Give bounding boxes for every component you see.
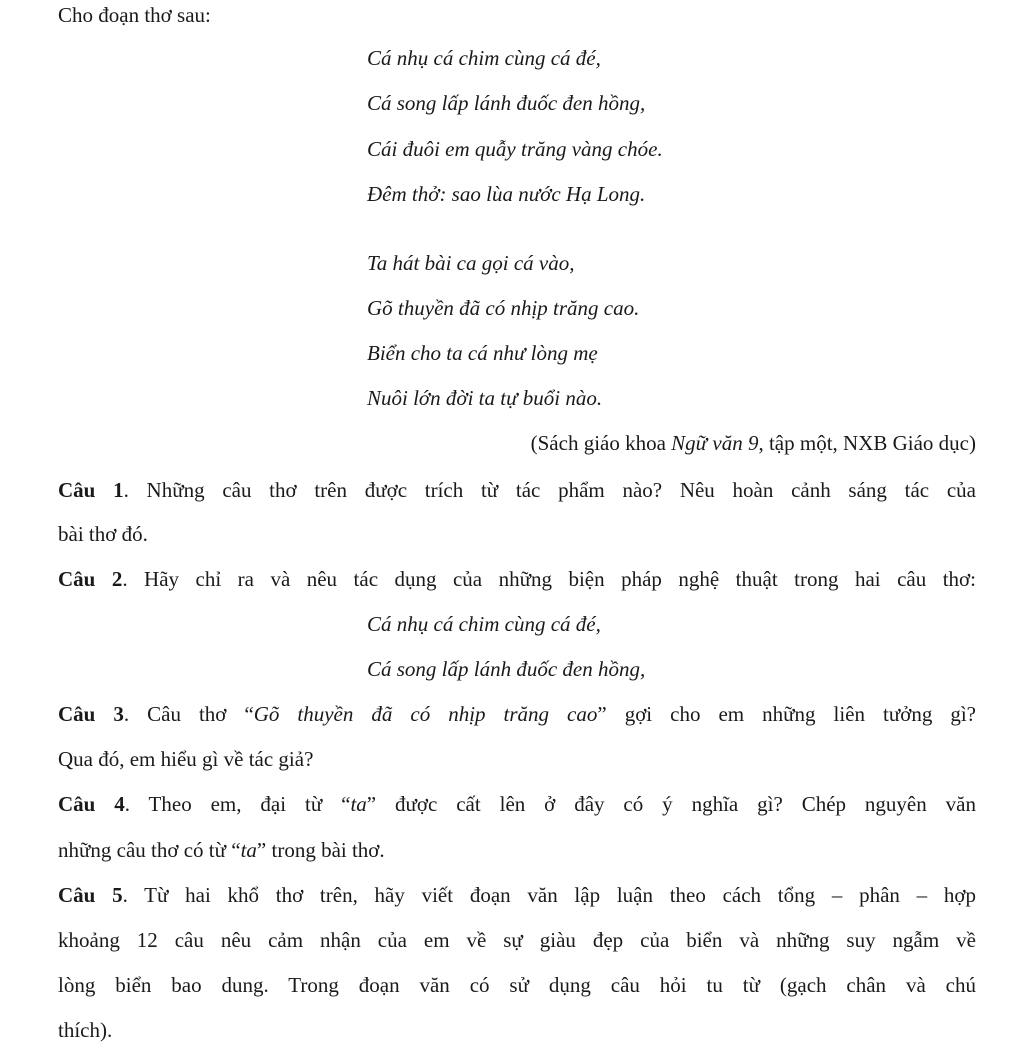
question-label: Câu 2 <box>58 567 123 591</box>
question-word: ta <box>350 792 367 816</box>
question-text: ” trong bài thơ. <box>256 838 385 862</box>
question-label: Câu 3 <box>58 702 124 726</box>
poem-line: Ta hát bài ca gọi cá vào, <box>367 251 575 275</box>
question-text: . Theo em, đại từ “ <box>124 792 351 816</box>
quoted-poem-line: Cá song lấp lánh đuốc đen hồng, <box>367 657 646 681</box>
source-book-title: Ngữ văn 9 <box>671 431 759 455</box>
intro-text: Cho đoạn thơ sau: <box>58 3 211 27</box>
question-text: lòng biển bao dung. Trong đoạn văn có sử dụng câu hỏi tu từ (gạch chân và chú <box>58 973 976 997</box>
question-word: ta <box>240 838 257 862</box>
question-2 <box>58 569 976 590</box>
poem-line: Cái đuôi em quẫy trăng vàng chóe. <box>367 137 663 161</box>
source-prefix: (Sách giáo khoa <box>530 431 672 455</box>
poem-line: Biển cho ta cá như lòng mẹ <box>367 341 598 365</box>
question-1 <box>58 480 976 501</box>
question-label: Câu 4 <box>58 792 125 816</box>
poem-line: Gõ thuyền đã có nhịp trăng cao. <box>367 296 640 320</box>
question-3 <box>58 704 976 725</box>
question-label: Câu 1 <box>58 478 124 502</box>
source-citation <box>531 433 976 454</box>
quoted-poem-line: Cá nhụ cá chim cùng cá đé, <box>367 612 601 636</box>
question-text: khoảng 12 câu nêu cảm nhận của em về sự giàu đẹp của biển và những suy ngẫm về <box>58 928 976 952</box>
question-text: . Những câu thơ trên được trích từ tác phẩm nào? Nêu hoàn cảnh sáng tác của <box>123 478 976 502</box>
question-5 <box>58 885 976 906</box>
question-text: những câu thơ có từ “ <box>58 838 241 862</box>
question-text: . Câu thơ “ <box>123 702 254 726</box>
question-text: Qua đó, em hiểu gì về tác giả? <box>58 747 314 771</box>
question-text: ” được cất lên ở đây có ý nghĩa gì? Chép nguyên văn <box>366 792 976 816</box>
poem-line: Nuôi lớn đời ta tự buổi nào. <box>367 386 603 410</box>
question-text: thích). <box>58 1018 113 1042</box>
source-suffix: , tập một, NXB Giáo dục) <box>758 431 976 455</box>
question-label: Câu 5 <box>58 883 123 907</box>
poem-line: Đêm thở: sao lùa nước Hạ Long. <box>367 182 646 206</box>
question-text: ” gợi cho em những liên tưởng gì? <box>597 702 976 726</box>
question-text: . Hãy chỉ ra và nêu tác dụng của những biện pháp nghệ thuật trong hai câu thơ: <box>122 567 976 591</box>
question-4-line-2 <box>58 840 385 861</box>
question-quote: Gõ thuyền đã có nhịp trăng cao <box>253 702 598 726</box>
poem-line: Cá song lấp lánh đuốc đen hồng, <box>367 91 646 115</box>
question-text: bài thơ đó. <box>58 522 148 546</box>
poem-line: Cá nhụ cá chim cùng cá đé, <box>367 46 601 70</box>
question-text: . Từ hai khổ thơ trên, hãy viết đoạn văn lập luận theo cách tổng – phân – hợp <box>122 883 976 907</box>
question-4 <box>58 794 976 815</box>
